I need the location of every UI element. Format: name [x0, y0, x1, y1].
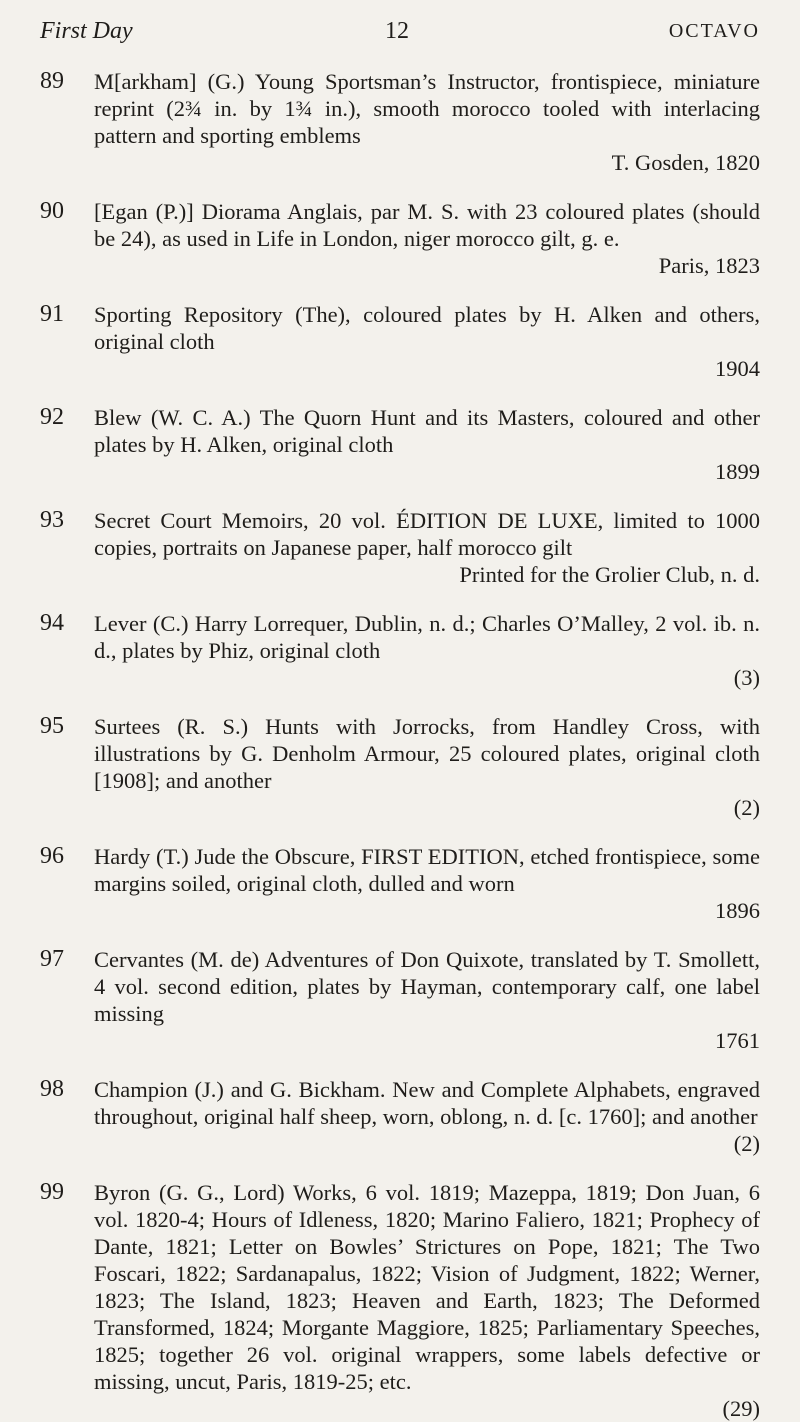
lot-entry [40, 404, 760, 485]
lot-number: 91 [40, 301, 64, 327]
lot-entry [40, 1076, 760, 1157]
lot-description: Lever (C.) Harry Lorrequer, Dublin, n. d.; Charles O’Malley, 2 vol. ib. n. d., plates by Phiz, original cloth [94, 611, 760, 663]
lot-number: 94 [40, 610, 64, 636]
lot-list [40, 68, 760, 1422]
lot-description: Blew (W. C. A.) The Quorn Hunt and its Masters, coloured and other plates by H. Alken, original cloth [94, 405, 760, 457]
lot-description: [Egan (P.)] Diorama Anglais, par M. S. with 23 coloured plates (should be 24), as used in Life in London, niger morocco gilt, g. e. [94, 199, 760, 251]
lot-description: Surtees (R. S.) Hunts with Jorrocks, from Handley Cross, with illustrations by G. Denholm Armour, 25 coloured plates, original cloth [1908]; and another [94, 714, 760, 793]
format-heading: OCTAVO [668, 20, 760, 42]
page-header [40, 18, 760, 48]
lot-imprint: 1899 [715, 459, 760, 484]
lot-number: 92 [40, 404, 64, 430]
lot-description: M[arkham] (G.) Young Sportsman’s Instructor, frontispiece, miniature reprint (2¾ in. by 1¾ in.), smooth morocco tooled with interlacing pattern and sporting emblems [94, 69, 760, 148]
lot-entry [40, 68, 760, 176]
lot-entry [40, 507, 760, 588]
lot-number: 93 [40, 507, 64, 533]
lot-imprint: Printed for the Grolier Club, n. d. [459, 562, 760, 587]
lot-number: 95 [40, 713, 64, 739]
lot-entry [40, 946, 760, 1054]
lot-entry [40, 1179, 760, 1422]
lot-description: Cervantes (M. de) Adventures of Don Quixote, translated by T. Smollett, 4 vol. second edition, plates by Hayman, contemporary calf, one label missing [94, 947, 760, 1026]
lot-imprint: 1904 [715, 356, 760, 381]
lot-imprint: (29) [722, 1396, 760, 1421]
lot-description: Sporting Repository (The), coloured plates by H. Alken and others, original cloth [94, 302, 760, 354]
lot-imprint: 1896 [715, 898, 760, 923]
lot-description: Champion (J.) and G. Bickham. New and Complete Alphabets, engraved throughout, original half sheep, worn, oblong, n. d. [c. 1760]; and another [94, 1077, 760, 1129]
lot-imprint: T. Gosden, 1820 [611, 150, 760, 175]
lot-number: 97 [40, 946, 64, 972]
lot-entry [40, 610, 760, 691]
lot-number: 99 [40, 1179, 64, 1205]
lot-entry [40, 198, 760, 279]
lot-number: 90 [40, 198, 64, 224]
lot-description: Secret Court Memoirs, 20 vol. ÉDITION DE LUXE, limited to 1000 copies, portraits on Japanese paper, half morocco gilt [94, 508, 760, 560]
page-number: 12 [385, 18, 409, 44]
lot-entry [40, 843, 760, 924]
lot-number: 89 [40, 68, 64, 94]
lot-description: Byron (G. G., Lord) Works, 6 vol. 1819; Mazeppa, 1819; Don Juan, 6 vol. 1820-4; Hours of Idleness, 1820; Marino Faliero, 1821; Prophecy of Dante, 1821; Letter on Bowles’ Strictures on Pope, 1821; The Two Foscari, 1822; Sardanapalus, 1822; Vision of Judgment, 1822; Werner, 1823; The Island, 1823; Heaven and Earth, 1823; The Deformed Transformed, 1824; Morgante Maggiore, 1825; Parliamentary Speeches, 1825; together 26 vol. original wrappers, some labels defective or missing, uncut, Paris, 1819-25; etc. [94, 1180, 760, 1394]
lot-description: Hardy (T.) Jude the Obscure, FIRST EDITION, etched frontispiece, some margins soiled, original cloth, dulled and worn [94, 844, 760, 896]
lot-imprint: Paris, 1823 [658, 253, 760, 278]
lot-imprint: (3) [733, 665, 760, 690]
lot-number: 98 [40, 1076, 64, 1102]
lot-imprint: 1761 [715, 1028, 760, 1053]
lot-imprint: (2) [733, 1131, 760, 1156]
lot-number: 96 [40, 843, 64, 869]
lot-entry [40, 301, 760, 382]
day-heading: First Day [40, 18, 133, 44]
lot-entry [40, 713, 760, 821]
lot-imprint: (2) [733, 795, 760, 820]
